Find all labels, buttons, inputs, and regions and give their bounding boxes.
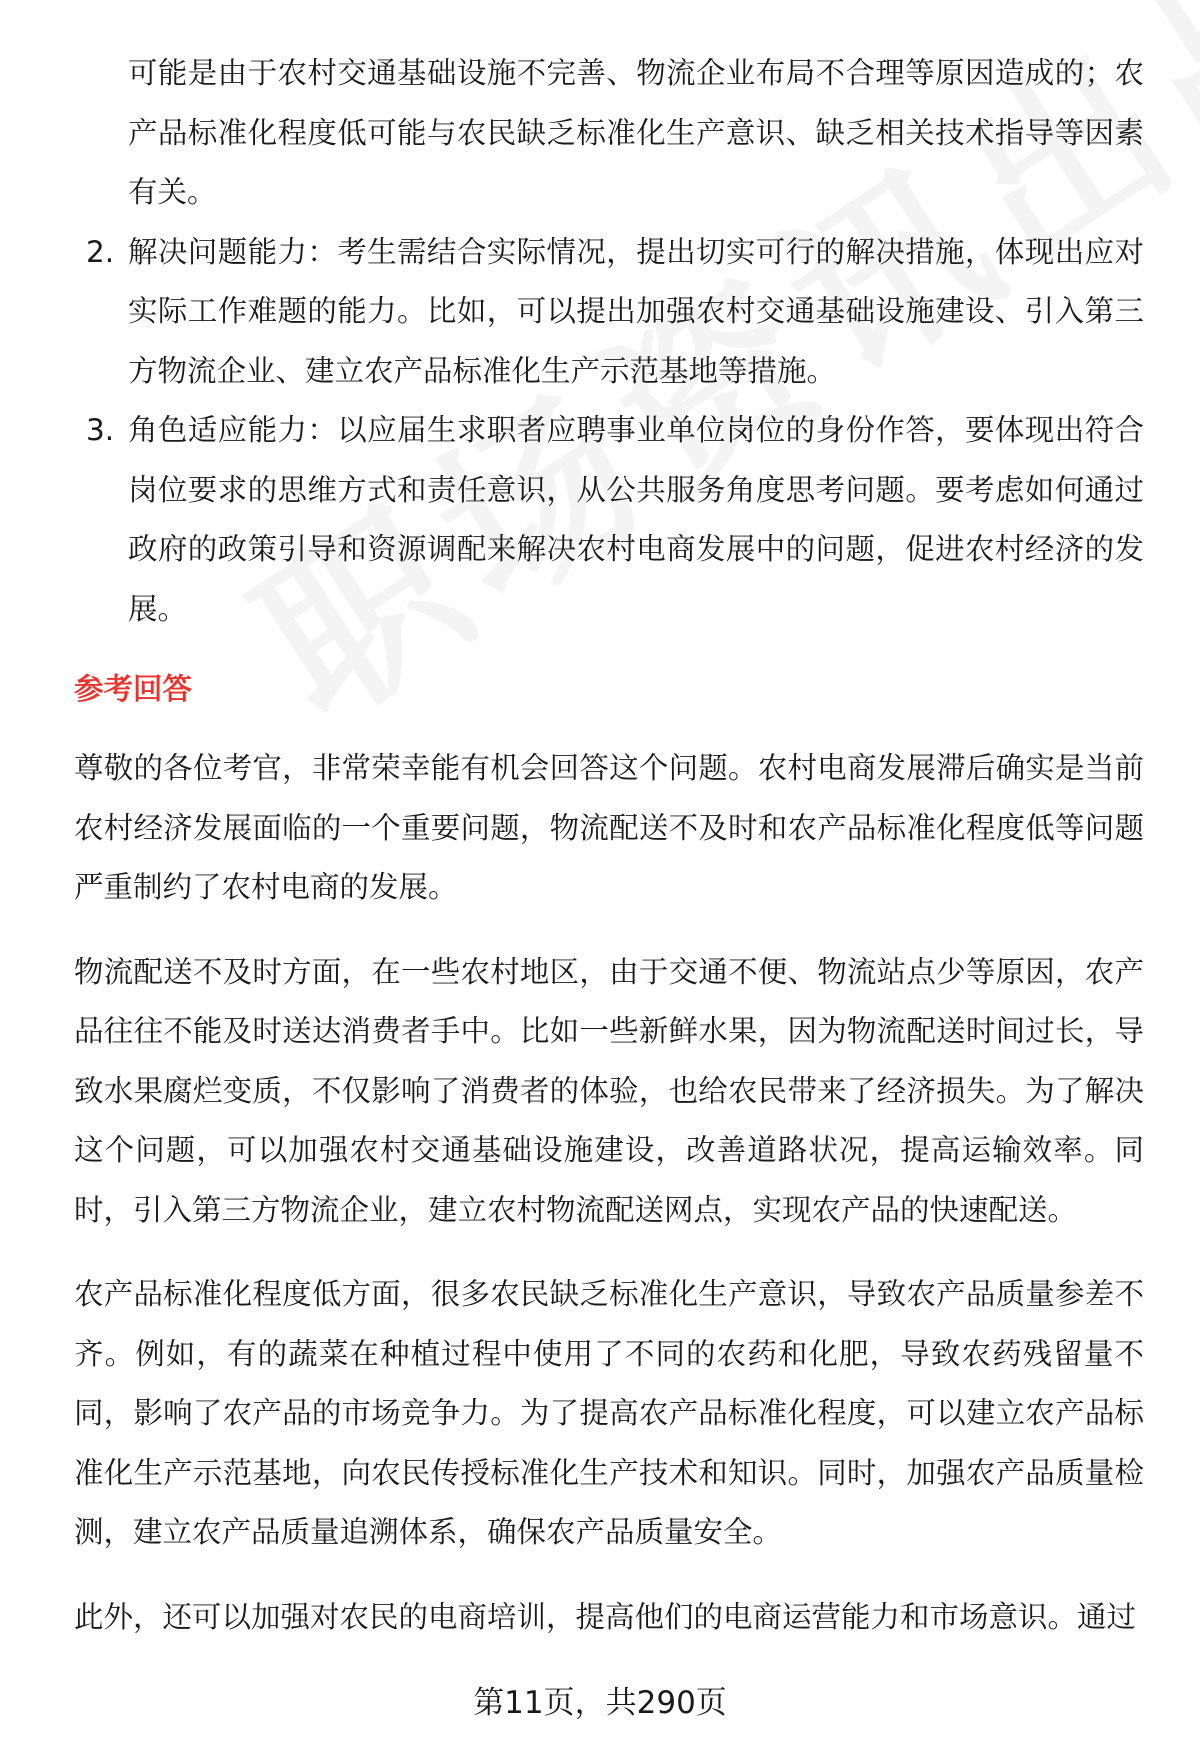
answer-paragraph: 尊敬的各位考官，非常荣幸能有机会回答这个问题。农村电商发展滞后确实是当前农村经济发展面临的一个重要问题，物流配送不及时和农产品标准化程度低等问题严重制约了农村电商的发展。 [74, 751, 1144, 904]
answer-paragraph: 物流配送不及时方面，在一些农村地区，由于交通不便、物流站点少等原因，农产品往往不能及时送达消费者手中。比如一些新鲜水果，因为物流配送时间过长，导致水果腐烂变质，不仅影响了消费者的体验，也给农民带来了经济损失。为了解决这个问题，可以加强农村交通基础设施建设，改善道路状况，提高运输效率。同时，引入第三方物流企业，建立农村物流配送网点，实现农产品的快速配送。 [74, 954, 1144, 1227]
list-item-number: 2. [86, 234, 115, 269]
page-content [74, 44, 1144, 1647]
list-item-number: 3. [86, 413, 115, 447]
list-item-text: 角色适应能力：以应届生求职者应聘事业单位岗位的身份作答，要体现出符合岗位要求的思维方式和责任意识，从公共服务角度思考问题。要考虑如何通过政府的政策引导和资源调配来解决农村电商发展中的问题，促进农村经济的发展。 [128, 413, 1144, 626]
numbered-list [74, 223, 1144, 640]
answer-paragraph: 农产品标准化程度低方面，很多农民缺乏标准化生产意识，导致农产品质量参差不齐。例如，有的蔬菜在种植过程中使用了不同的农药和化肥，导致农药残留量不同，影响了农产品的市场竞争力。为了提高农产品标准化程度，可以建立农产品标准化生产示范基地，向农民传授标准化生产技术和知识。同时，加强农产品质量检测，建立农产品质量追溯体系，确保农产品质量安全。 [74, 1277, 1144, 1549]
list-item [74, 223, 1144, 402]
list-item-continuation: 可能是由于农村交通基础设施不完善、物流企业布局不合理等原因造成的；农产品标准化程度低可能与农民缺乏标准化生产意识、缺乏相关技术指导等因素有关。 [128, 56, 1144, 209]
section-heading-reference-answer: 参考回答 [74, 672, 193, 706]
list-item-text: 解决问题能力：考生需结合实际情况，提出切实可行的解决措施，体现出应对实际工作难题的能力。比如，可以提出加强农村交通基础设施建设、引入第三方物流企业、建立农产品标准化生产示范基地等措施。 [128, 234, 1144, 388]
page-number-footer: 第11页，共290页 [473, 1685, 727, 1721]
list-item [74, 401, 1144, 639]
answer-paragraph: 此外，还可以加强对农民的电商培训，提高他们的电商运营能力和市场意识。通过 [74, 1599, 1137, 1634]
